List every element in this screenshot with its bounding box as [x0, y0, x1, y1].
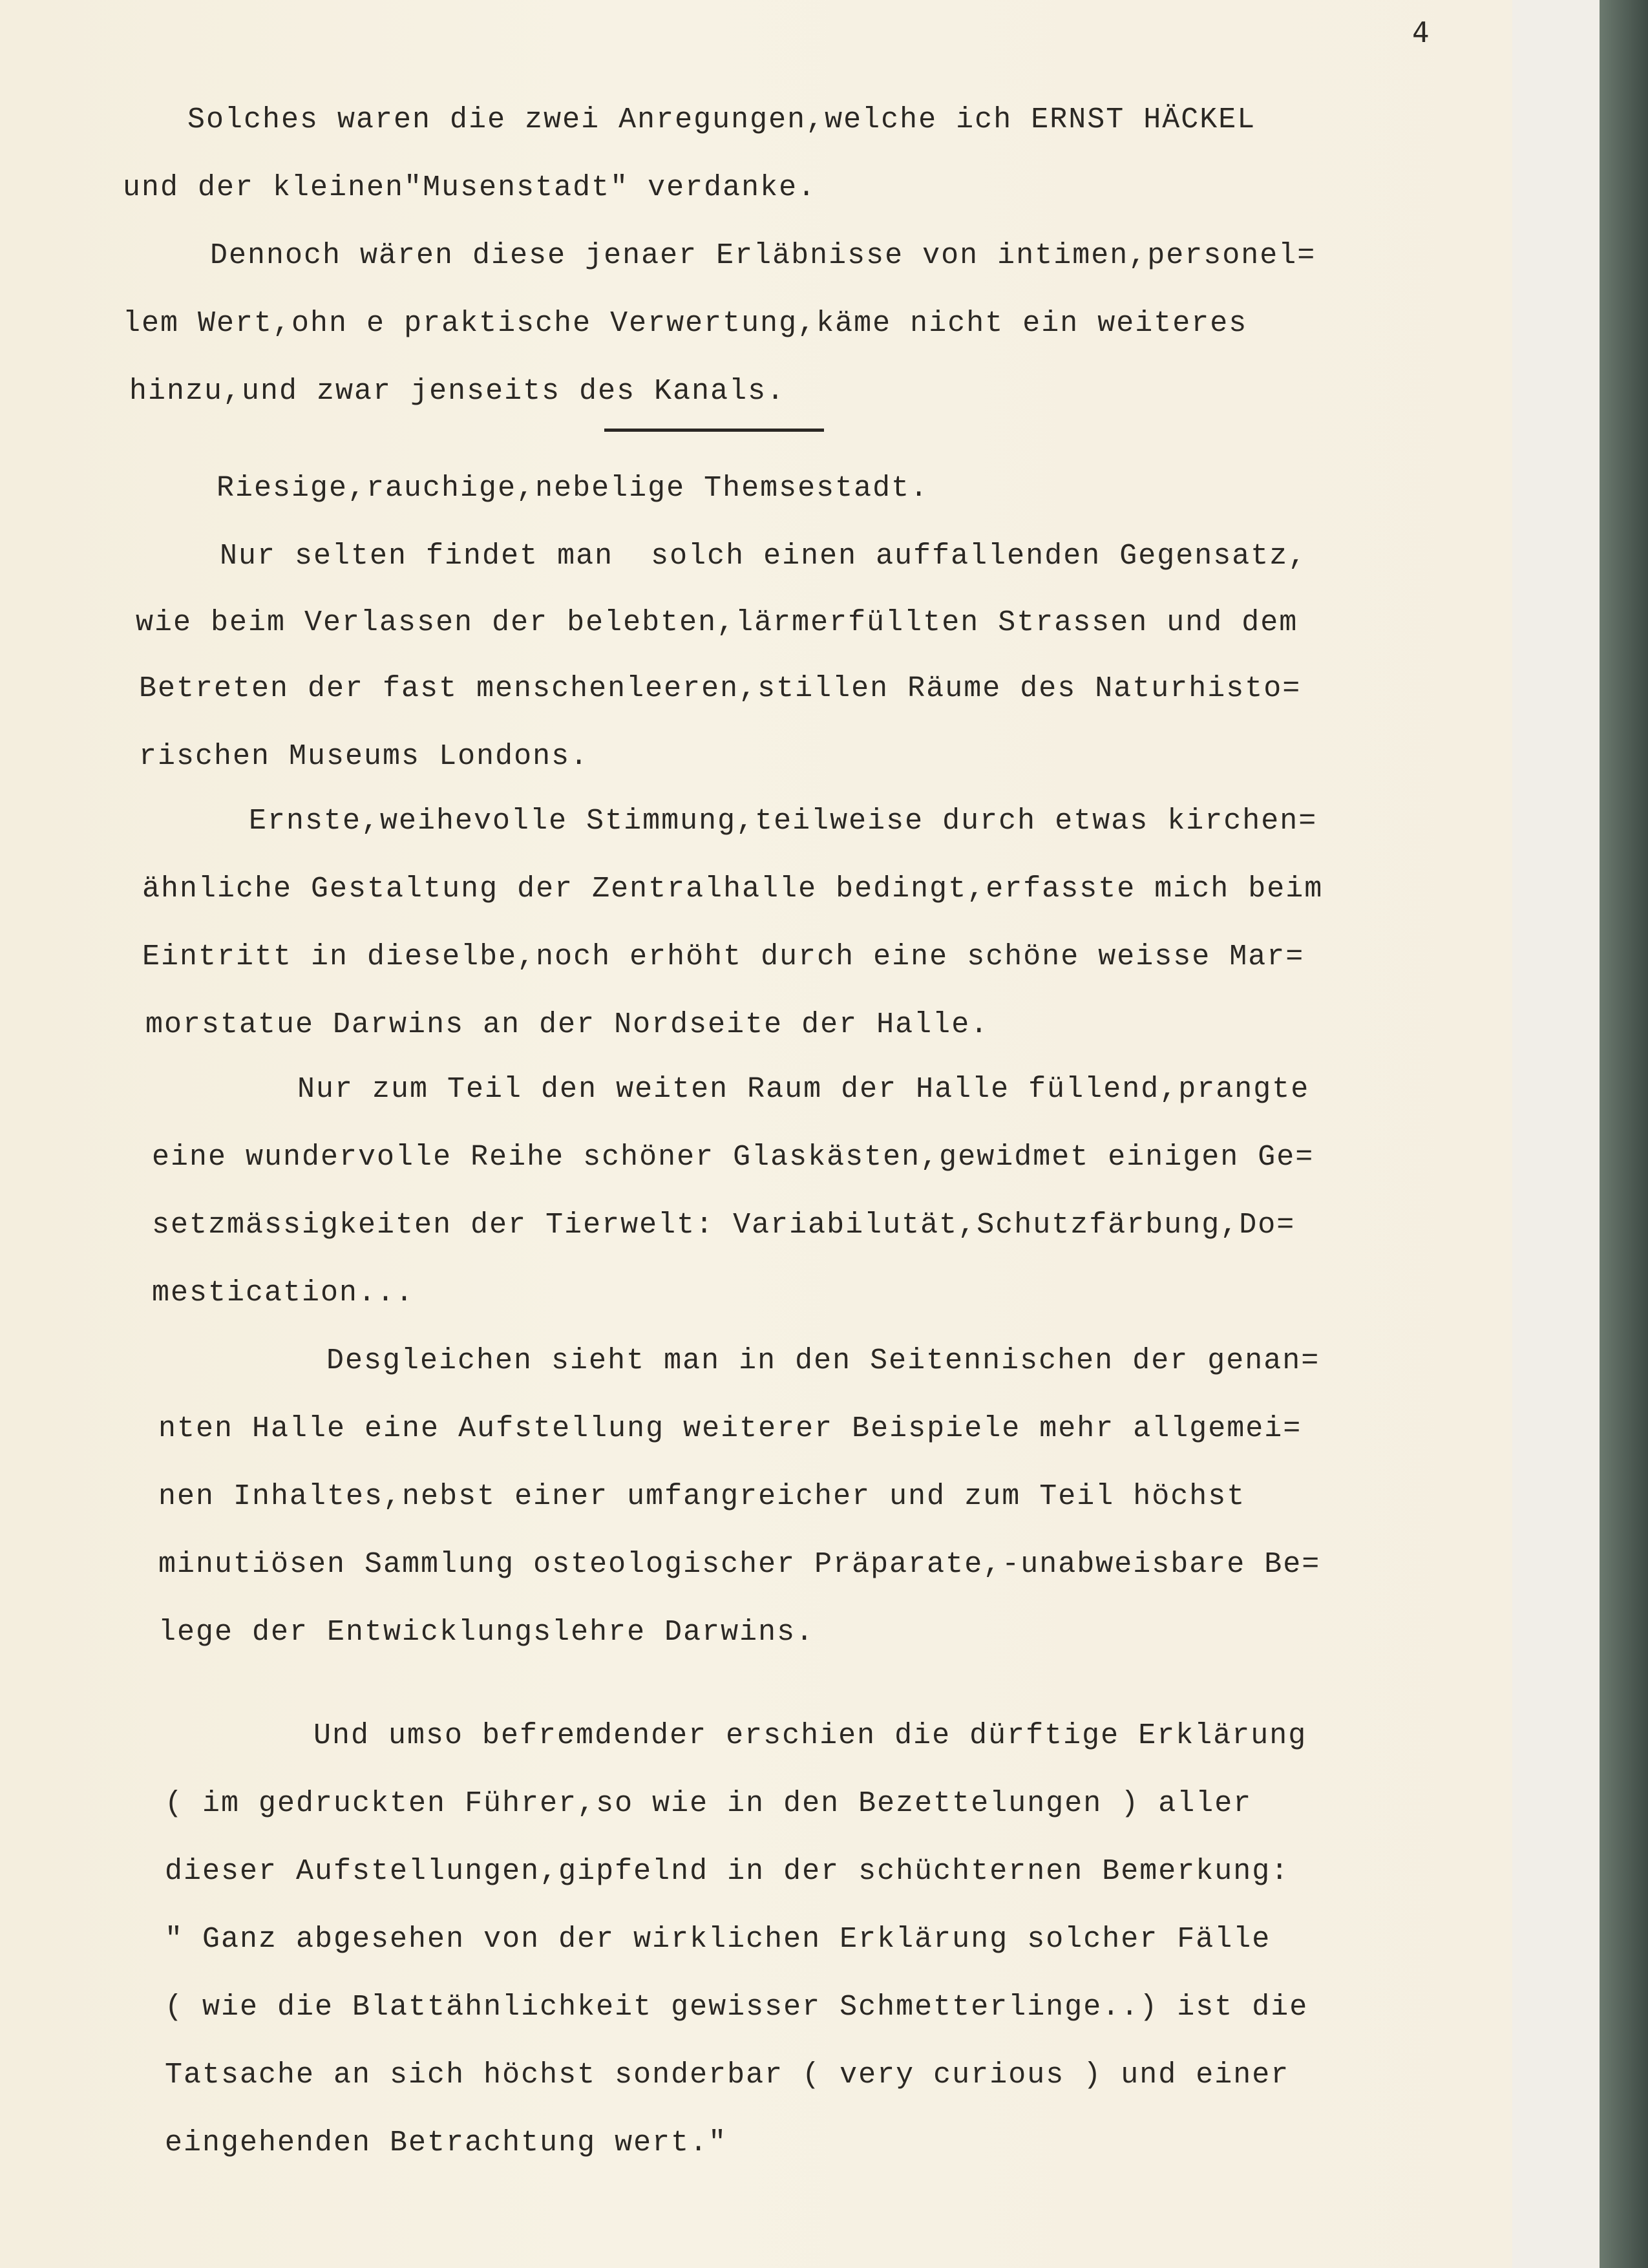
text-line: ähnliche Gestaltung der Zentralhalle bedingt,erfasste mich beim — [142, 873, 1324, 906]
text-line: morstatue Darwins an der Nordseite der Halle. — [145, 1008, 989, 1041]
text-line: " Ganz abgesehen von der wirklichen Erklärung solcher Fälle — [165, 1923, 1271, 1956]
text-line: nten Halle eine Aufstellung weiterer Beispiele mehr allgemei= — [158, 1412, 1302, 1445]
text-line: lem Wert,ohn e praktische Verwertung,käme nicht ein weiteres — [123, 307, 1248, 340]
text-line: lege der Entwicklungslehre Darwins. — [158, 1616, 815, 1649]
text-line: ( wie die Blattähnlichkeit gewisser Schmetterlinge..) ist die — [165, 1991, 1309, 2024]
text-line: hinzu,und zwar jenseits des Kanals. — [129, 375, 786, 408]
text-line: ( im gedruckten Führer,so wie in den Bezettelungen ) aller — [165, 1787, 1252, 1820]
text-line: und der kleinen"Musenstadt" verdanke. — [123, 171, 817, 204]
text-line: eine wundervolle Reihe schöner Glaskästen,gewidmet einigen Ge= — [152, 1141, 1315, 1174]
text-line: Dennoch wären diese jenaer Erläbnisse von intimen,personel= — [210, 239, 1316, 272]
text-line: wie beim Verlassen der belebten,lärmerfüllten Strassen und dem — [136, 606, 1298, 639]
text-line: minutiösen Sammlung osteologischer Präparate,-unabweisbare Be= — [158, 1548, 1321, 1581]
text-line: Betreten der fast menschenleeren,stillen Räume des Naturhisto= — [139, 672, 1302, 705]
text-line: rischen Museums Londons. — [139, 740, 589, 773]
text-line: setzmässigkeiten der Tierwelt: Variabilutät,Schutzfärbung,Do= — [152, 1209, 1296, 1242]
text-line: Tatsache an sich höchst sonderbar ( very curious ) und einer — [165, 2059, 1290, 2092]
text-line: Nur selten findet man solch einen auffallenden Gegensatz, — [220, 540, 1307, 573]
page-number: 4 — [1412, 16, 1430, 49]
text-line: Und umso befremdender erschien die dürftige Erklärung — [313, 1719, 1307, 1752]
text-line: dieser Aufstellungen,gipfelnd in der schüchternen Bemerkung: — [165, 1855, 1290, 1888]
text-line: Riesige,rauchige,nebelige Themsestadt. — [217, 472, 929, 505]
text-line: nen Inhaltes,nebst einer umfangreicher und zum Teil höchst — [158, 1480, 1246, 1513]
text-line: Nur zum Teil den weiten Raum der Halle füllend,prangte — [297, 1073, 1310, 1106]
binder-edge — [1600, 0, 1648, 2268]
text-line: eingehenden Betrachtung wert." — [165, 2126, 728, 2159]
text-line: Desgleichen sieht man in den Seitennischen der genan= — [326, 1344, 1320, 1377]
text-line: Ernste,weihevolle Stimmung,teilweise durch etwas kirchen= — [249, 805, 1318, 838]
text-line: Solches waren die zwei Anregungen,welche ich ERNST HÄCKEL — [187, 103, 1256, 136]
section-divider — [604, 429, 824, 432]
text-line: Eintritt in dieselbe,noch erhöht durch eine schöne weisse Mar= — [142, 940, 1305, 973]
text-line: mestication... — [152, 1277, 415, 1309]
